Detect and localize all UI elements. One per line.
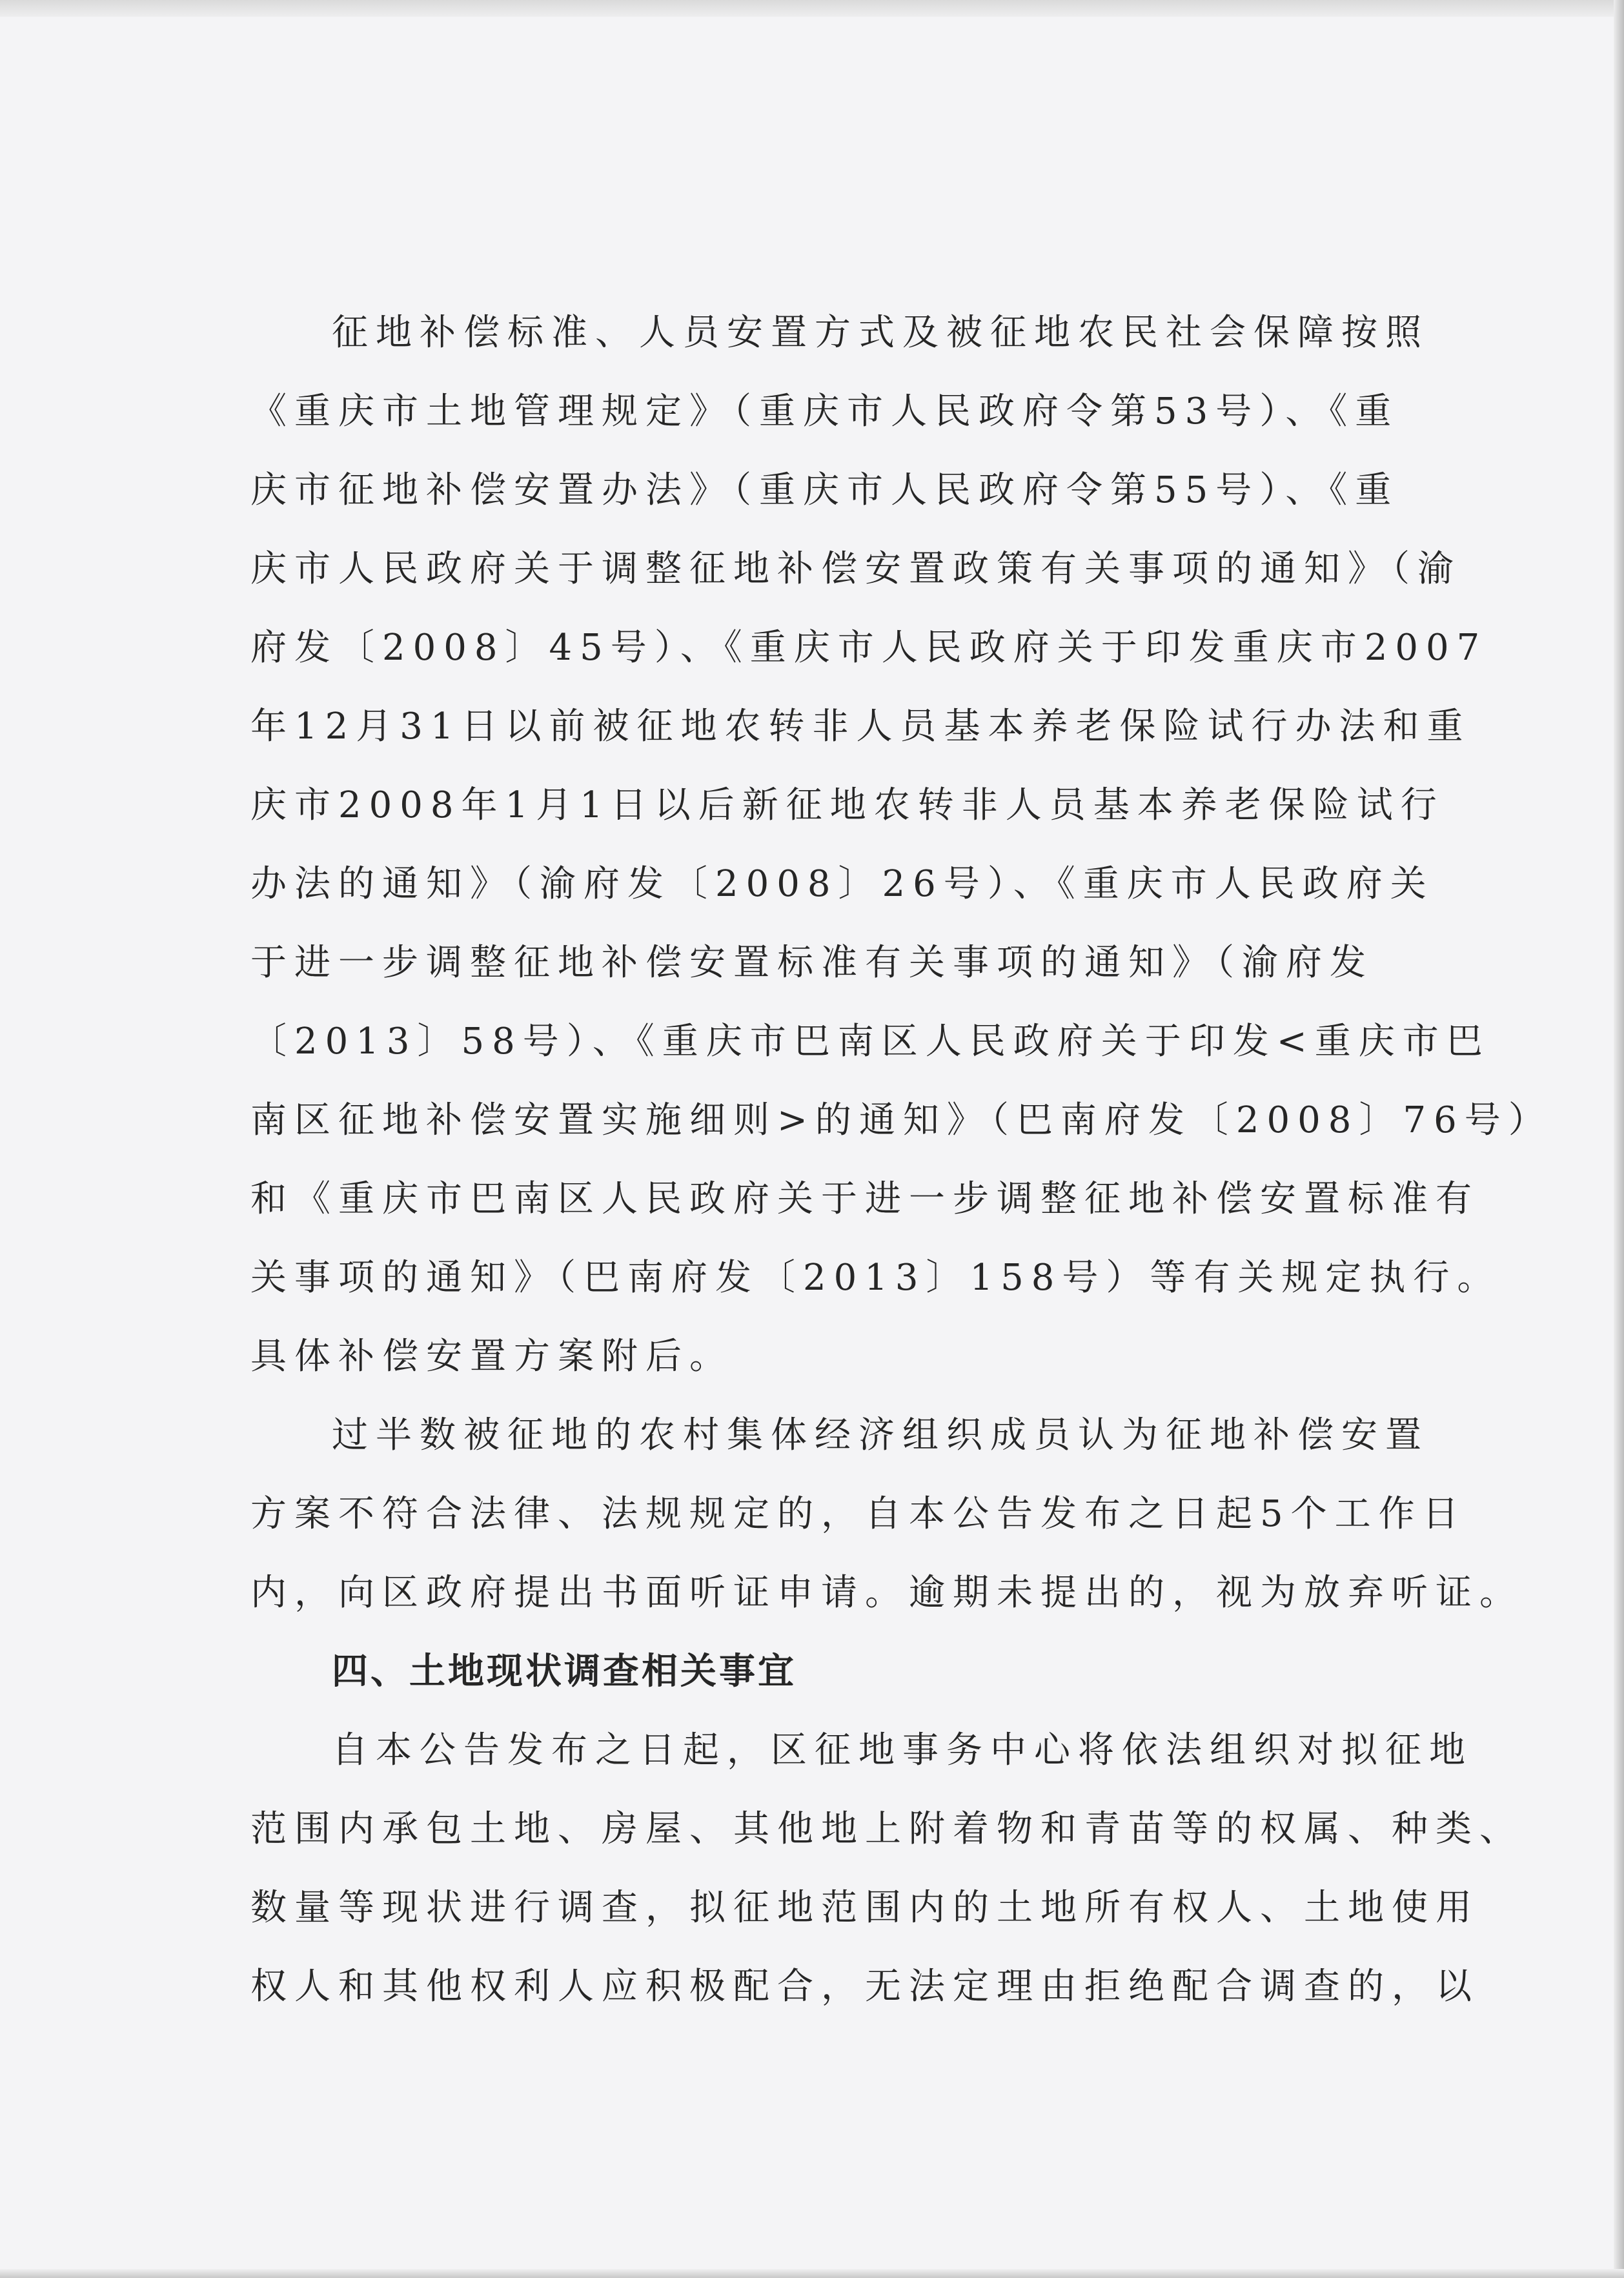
paragraph-line: 具体补偿安置方案附后。: [250, 1336, 733, 1378]
paragraph-line: 庆市2008年1月1日以后新征地农转非人员基本养老保险试行: [250, 784, 1445, 826]
paragraph-line: 于进一步调整征地补偿安置标准有关事项的通知》（渝府发: [250, 942, 1374, 984]
paragraph-line: 庆市人民政府关于调整征地补偿安置政策有关事项的通知》（渝: [250, 548, 1461, 590]
compensation-paragraph: [250, 294, 1552, 1396]
paragraph-line: 内，向区政府提出书面听证申请。逾期未提出的，视为放弃听证。: [250, 1572, 1523, 1614]
paragraph-line: 范围内承包土地、房屋、其他地上附着物和青苗等的权属、种类、: [250, 1808, 1523, 1850]
paragraph-line: 〔2013〕58号）、《重庆市巴南区人民政府关于印发<重庆市巴: [250, 1021, 1490, 1063]
paragraph-line: 南区征地补偿安置实施细则>的通知》（巴南府发〔2008〕76号）: [250, 1099, 1552, 1141]
paragraph-line: 关事项的通知》（巴南府发〔2013〕158号）等有关规定执行。: [250, 1257, 1501, 1299]
paragraph-line: 方案不符合法律、法规规定的，自本公告发布之日起5个工作日: [250, 1493, 1467, 1535]
paragraph-line: 庆市征地补偿安置办法》（重庆市人民政府令第55号）、《重: [250, 469, 1399, 511]
scan-top-band: [0, 0, 1624, 17]
scan-right-edge: [1614, 0, 1624, 2278]
hearing-paragraph: [250, 1396, 1523, 1632]
paragraph-line: 过半数被征地的农村集体经济组织成员认为征地补偿安置: [332, 1414, 1429, 1456]
section-heading: 四、土地现状调查相关事宜: [332, 1651, 797, 1693]
paragraph-line: 府发〔2008〕45号）、《重庆市人民政府关于印发重庆市2007: [250, 627, 1488, 669]
paragraph-line: 数量等现状进行调查，拟征地范围内的土地所有权人、土地使用: [250, 1887, 1479, 1929]
survey-paragraph: [250, 1711, 1523, 2026]
paragraph-line: 自本公告发布之日起，区征地事务中心将依法组织对拟征地: [332, 1729, 1473, 1771]
paragraph-line: 办法的通知》（渝府发〔2008〕26号）、《重庆市人民政府关: [250, 863, 1434, 905]
paragraph-line: 《重庆市土地管理规定》（重庆市人民政府令第53号）、《重: [250, 391, 1399, 432]
scan-bottom-edge: [0, 2269, 1624, 2278]
paragraph-line: 和《重庆市巴南区人民政府关于进一步调整征地补偿安置标准有: [250, 1178, 1479, 1220]
paragraph-line: 权人和其他权利人应积极配合，无法定理由拒绝配合调查的，以: [250, 1966, 1479, 2008]
document-text: [250, 294, 1552, 2026]
paragraph-line: 年12月31日以前被征地农转非人员基本养老保险试行办法和重: [250, 706, 1471, 747]
paragraph-line: 征地补偿标准、人员安置方式及被征地农民社会保障按照: [332, 312, 1429, 354]
